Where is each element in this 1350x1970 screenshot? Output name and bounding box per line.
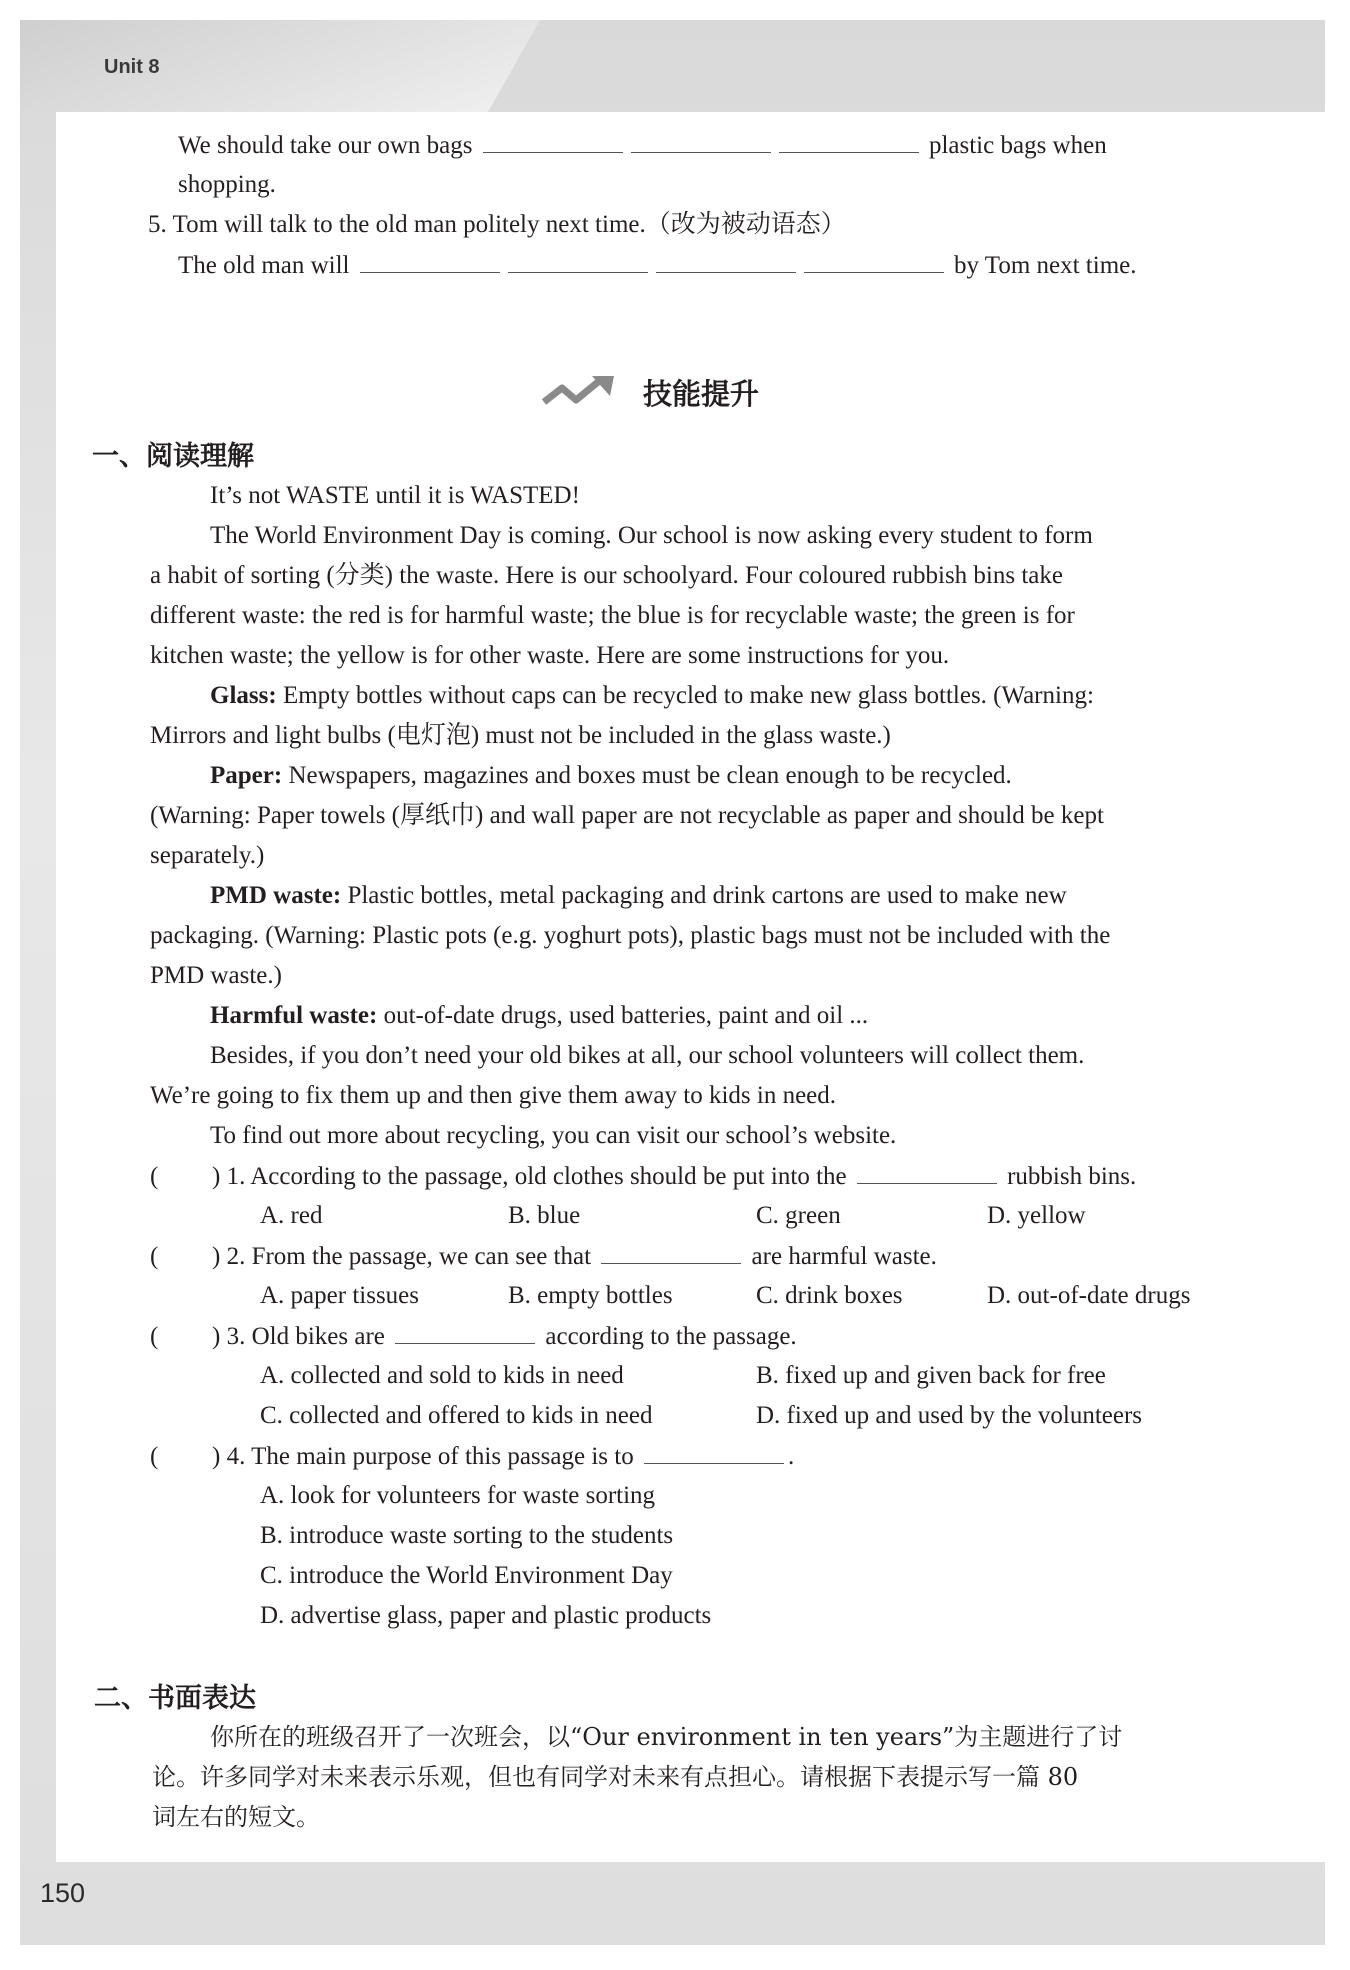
answer-blank[interactable] bbox=[483, 130, 623, 153]
stem-text: ) 1. According to the passage, old clothes should be put into the bbox=[212, 1163, 847, 1190]
passage-line bbox=[210, 881, 1067, 911]
answer-blank[interactable] bbox=[656, 250, 796, 273]
passage-line: kitchen waste; the yellow is for other waste. Here are some instructions for you. bbox=[150, 642, 950, 669]
pmd-text: Plastic bottles, metal packaging and drink cartons are used to make new bbox=[341, 882, 1067, 909]
option[interactable]: A. paper tissues bbox=[260, 1282, 419, 1309]
passage-line: different waste: the red is for harmful waste; the blue is for recyclable waste; the green is for bbox=[150, 602, 1075, 629]
passage-line bbox=[210, 1001, 868, 1031]
option[interactable]: C. collected and offered to kids in need bbox=[260, 1402, 653, 1429]
passage-line bbox=[210, 681, 1094, 711]
sentence-end: plastic bags when bbox=[928, 132, 1107, 159]
unit-label: Unit 8 bbox=[104, 56, 160, 78]
writing-heading: 二、书面表达 bbox=[94, 1683, 256, 1714]
passage-line: To find out more about recycling, you can visit our school’s website. bbox=[210, 1122, 897, 1149]
page-number: 150 bbox=[40, 1878, 86, 1908]
sentence-end: by Tom next time. bbox=[954, 252, 1137, 279]
header-band bbox=[20, 20, 540, 112]
answer-blank[interactable] bbox=[395, 1321, 535, 1344]
exercise-line bbox=[178, 250, 1137, 281]
stem-text: ) 4. The main purpose of this passage is to bbox=[212, 1443, 634, 1470]
pmd-label: PMD waste: bbox=[210, 882, 342, 909]
answer-blank[interactable] bbox=[779, 130, 919, 153]
question-stem bbox=[150, 1241, 937, 1272]
question-stem bbox=[150, 1161, 1136, 1192]
option[interactable]: A. red bbox=[260, 1202, 323, 1229]
stem-text: . bbox=[787, 1443, 795, 1470]
stem-text: rubbish bins. bbox=[1007, 1163, 1137, 1190]
exercise-line: shopping. bbox=[178, 171, 276, 198]
option[interactable]: D. out-of-date drugs bbox=[987, 1282, 1191, 1309]
passage-line: a habit of sorting (分类) the waste. Here is our schoolyard. Four coloured rubbish bins take bbox=[150, 562, 1063, 589]
passage-line: Besides, if you don’t need your old bikes at all, our school volunteers will collect them. bbox=[210, 1042, 1085, 1069]
answer-paren[interactable]: ( bbox=[150, 1243, 159, 1270]
passage-line: (Warning: Paper towels (厚纸巾) and wall paper are not recyclable as paper and should be kept bbox=[150, 802, 1104, 829]
paper-label: Paper: bbox=[210, 762, 283, 789]
option[interactable]: A. look for volunteers for waste sorting bbox=[260, 1482, 656, 1509]
answer-blank[interactable] bbox=[857, 1161, 997, 1184]
writing-prompt-line: 词左右的短文。 bbox=[152, 1803, 320, 1831]
passage-line bbox=[210, 761, 1012, 791]
option[interactable]: B. introduce waste sorting to the students bbox=[260, 1522, 674, 1549]
answer-paren[interactable]: ( bbox=[150, 1323, 159, 1350]
answer-blank[interactable] bbox=[508, 250, 648, 273]
answer-blank[interactable] bbox=[601, 1241, 741, 1264]
sentence-start: The old man will bbox=[178, 252, 350, 279]
harmful-text: out-of-date drugs, used batteries, paint and oil ... bbox=[377, 1002, 869, 1029]
option[interactable]: B. fixed up and given back for free bbox=[756, 1362, 1106, 1389]
answer-blank[interactable] bbox=[644, 1441, 784, 1464]
harmful-label: Harmful waste: bbox=[210, 1002, 378, 1029]
answer-blank[interactable] bbox=[804, 250, 944, 273]
option[interactable]: D. advertise glass, paper and plastic products bbox=[260, 1602, 712, 1629]
exercise-line bbox=[178, 130, 1107, 161]
stem-text: ) 3. Old bikes are bbox=[212, 1323, 385, 1350]
question-stem bbox=[150, 1321, 797, 1352]
trend-arrow-icon bbox=[540, 372, 624, 412]
passage-line: separately.) bbox=[150, 842, 265, 869]
reading-heading: 一、阅读理解 bbox=[92, 441, 254, 472]
answer-blank[interactable] bbox=[360, 250, 500, 273]
option[interactable]: D. yellow bbox=[987, 1202, 1086, 1229]
answer-paren[interactable]: ( bbox=[150, 1163, 159, 1190]
answer-paren[interactable]: ( bbox=[150, 1443, 159, 1470]
stem-text: ) 2. From the passage, we can see that bbox=[212, 1243, 592, 1270]
sentence-start: We should take our own bags bbox=[178, 132, 473, 159]
passage-line: Mirrors and light bulbs (电灯泡) must not be included in the glass waste.) bbox=[150, 722, 891, 749]
option[interactable]: C. introduce the World Environment Day bbox=[260, 1562, 673, 1589]
stem-text: are harmful waste. bbox=[751, 1243, 937, 1270]
passage-line: We’re going to fix them up and then give them away to kids in need. bbox=[150, 1082, 837, 1109]
question-5: 5. Tom will talk to the old man politely next time.（改为被动语态） bbox=[148, 211, 846, 238]
option[interactable]: B. blue bbox=[508, 1202, 581, 1229]
option[interactable]: C. drink boxes bbox=[756, 1282, 903, 1309]
writing-prompt-line: 你所在的班级召开了一次班会，以“Our environment in ten years”为主题进行了讨 bbox=[210, 1723, 1123, 1751]
question-stem bbox=[150, 1441, 794, 1472]
section-title: 技能提升 bbox=[643, 377, 760, 411]
option[interactable]: D. fixed up and used by the volunteers bbox=[756, 1402, 1143, 1429]
passage-line: PMD waste.) bbox=[150, 962, 282, 989]
passage-line: packaging. (Warning: Plastic pots (e.g. yoghurt pots), plastic bags must not be included with the bbox=[150, 922, 1111, 949]
glass-text: Empty bottles without caps can be recycled to make new glass bottles. (Warning: bbox=[276, 682, 1094, 709]
passage-line: The World Environment Day is coming. Our school is now asking every student to form bbox=[210, 522, 1093, 549]
writing-prompt-line: 论。许多同学对未来表示乐观，但也有同学对未来有点担心。请根据下表提示写一篇 80 bbox=[152, 1763, 1079, 1791]
paper-text: Newspapers, magazines and boxes must be clean enough to be recycled. bbox=[282, 762, 1012, 789]
passage-title: It’s not WASTE until it is WASTED! bbox=[210, 482, 580, 509]
answer-blank[interactable] bbox=[631, 130, 771, 153]
glass-label: Glass: bbox=[210, 682, 277, 709]
option[interactable]: B. empty bottles bbox=[508, 1282, 673, 1309]
option[interactable]: A. collected and sold to kids in need bbox=[260, 1362, 624, 1389]
stem-text: according to the passage. bbox=[545, 1323, 797, 1350]
option[interactable]: C. green bbox=[756, 1202, 841, 1229]
